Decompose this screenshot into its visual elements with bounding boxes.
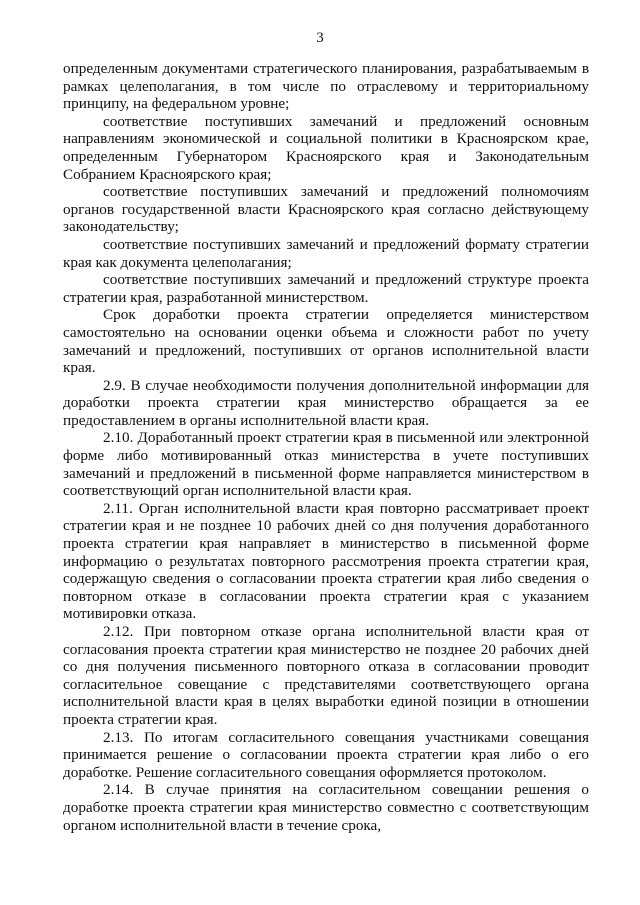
paragraph: соответствие поступивших замечаний и предложений структуре проекта стратегии края, разработанной министерством. (63, 271, 589, 306)
paragraph: 2.9. В случае необходимости получения дополнительной информации для доработки проекта стратегии края министерство обращается за ее предоставлением в органы исполнительной власти края. (63, 376, 589, 429)
paragraph: соответствие поступивших замечаний и предложений основным направлениям экономической и социальной политики в Красноярском крае, определенным Губернатором Красноярского края и Законодательным Собранием Красноярского края; (63, 112, 589, 183)
paragraph: Срок доработки проекта стратегии определяется министерством самостоятельно на основании оценки объема и сложности работ по учету замечаний и предложений, поступивших от органов исполнительной власти края. (63, 306, 589, 377)
paragraph: определенным документами стратегического планирования, разрабатываемым в рамках целеполагания, в том числе по отраслевому и территориальному принципу, на федеральном уровне; (63, 60, 589, 113)
paragraph: 2.14. В случае принятия на согласительном совещании решения о доработке проекта стратегии края министерство совместно с соответствующим органом исполнительной власти в течение срока, (63, 781, 589, 834)
paragraph: соответствие поступивших замечаний и предложений формату стратегии края как документа целеполагания; (63, 235, 589, 271)
paragraph: 2.11. Орган исполнительной власти края повторно рассматривает проект стратегии края и не позднее 10 рабочих дней со дня получения доработанного проекта стратегии края направляет в министерство в письменной форме информацию о результатах повторного рассмотрения проекта стратегии края, содержащую сведения о согласовании проекта стратегии края либо сведения о повторном отказе в согласовании проекта стратегии края с указанием мотивировки отказа. (63, 499, 589, 623)
document-body (63, 60, 589, 834)
paragraph: соответствие поступивших замечаний и предложений полномочиям органов государственной власти Красноярского края согласно действующему законодательству; (63, 183, 589, 236)
paragraph: 2.13. По итогам согласительного совещания участниками совещания принимается решение о согласовании проекта стратегии края либо о его доработке. Решение согласительного совещания оформляется протоколом. (63, 728, 589, 781)
paragraph: 2.12. При повторном отказе органа исполнительной власти края от согласования проекта стратегии края министерство не позднее 20 рабочих дней со дня получения письменного повторного отказа в согласовании проводит согласительное совещание с представителями соответствующего органа исполнительной власти края в целях выработки единой позиции в отношении проекта стратегии края. (63, 623, 589, 728)
paragraph: 2.10. Доработанный проект стратегии края в письменной или электронной форме либо мотивированный отказ министерства в учете поступивших замечаний и предложений в письменной форме направляется министерством в соответствующий орган исполнительной власти края. (63, 429, 589, 500)
page-number: 3 (316, 30, 324, 46)
